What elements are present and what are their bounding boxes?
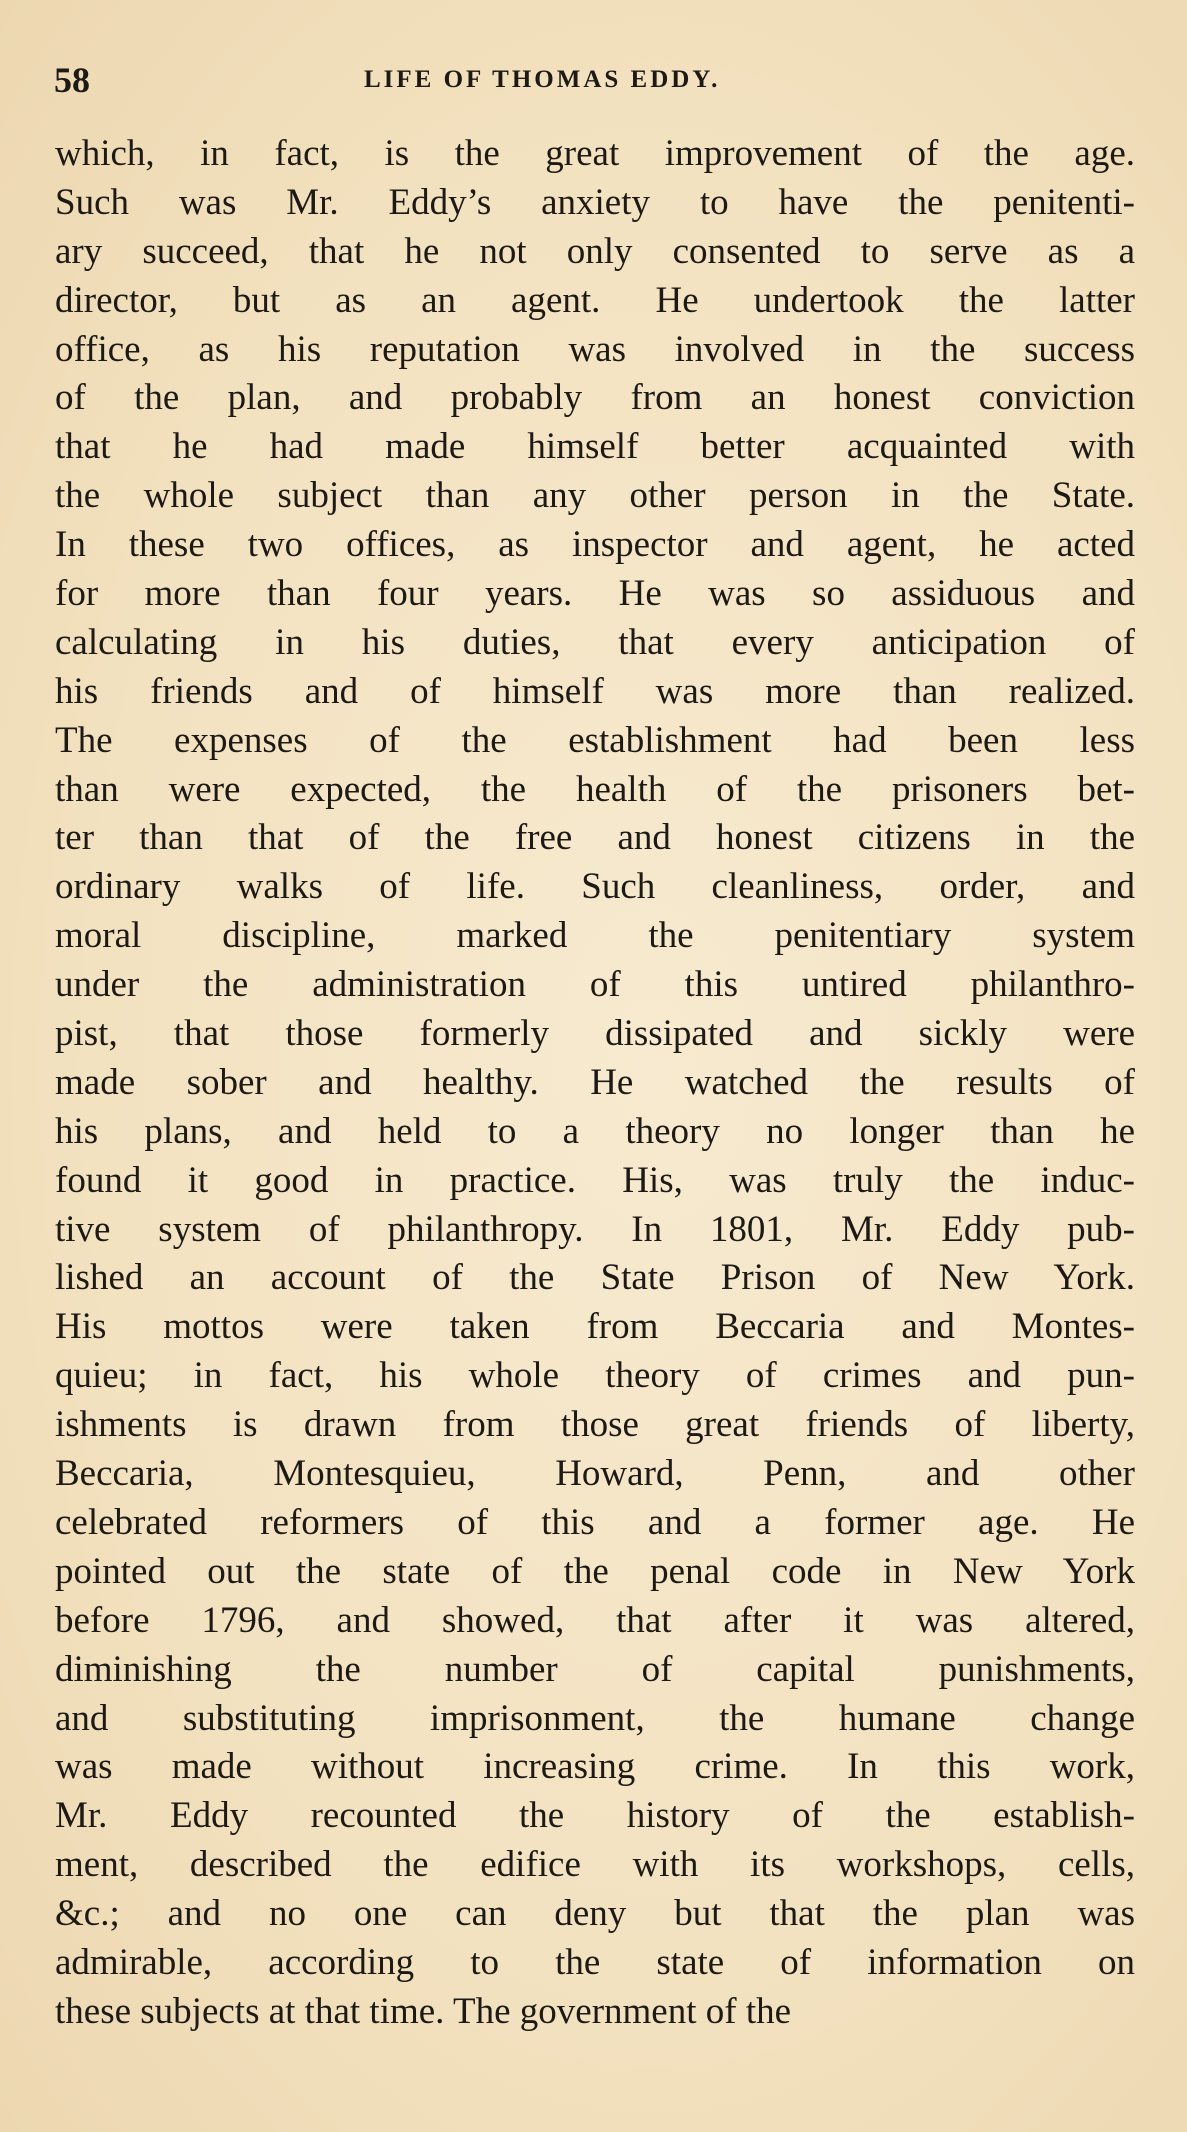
text-line: which, in fact, is the great improvement of the age. (55, 133, 1135, 174)
text-line: tive system of philanthropy. In 1801, Mr. Eddy pub- (55, 1208, 1135, 1250)
text-line: before 1796, and showed, that after it was altered, (55, 1599, 1135, 1641)
text-line: was made without increasing crime. In this work, (55, 1746, 1135, 1788)
text-line: ary succeed, that he not only consented to serve as a (55, 230, 1135, 272)
text-line: The expenses of the establishment had been less (55, 719, 1135, 761)
text-line: pist, that those formerly dissipated and sickly were (55, 1013, 1135, 1055)
running-head: LIFE OF THOMAS EDDY. (364, 66, 721, 93)
text-line: these subjects at that time. The government of the (55, 1990, 792, 2032)
text-line: ment, described the edifice with its workshops, cells, (55, 1844, 1135, 1886)
text-line: and substituting imprisonment, the humane change (55, 1697, 1135, 1739)
text-line: &c.; and no one can deny but that the plan was (55, 1893, 1135, 1935)
text-line: celebrated reformers of this and a former age. He (55, 1501, 1135, 1543)
text-line: Beccaria, Montesquieu, Howard, Penn, and other (55, 1453, 1135, 1495)
page-number: 58 (54, 60, 90, 100)
text-line: quieu; in fact, his whole theory of crimes and pun- (55, 1355, 1135, 1397)
text-line: calculating in his duties, that every anticipation of (55, 621, 1135, 663)
text-line: diminishing the number of capital punishments, (55, 1648, 1135, 1690)
text-line: the whole subject than any other person in the State. (55, 475, 1135, 517)
text-line: ishments is drawn from those great friends of liberty, (55, 1404, 1135, 1446)
text-line: moral discipline, marked the penitentiary system (55, 915, 1135, 957)
page-header (54, 58, 1127, 102)
text-line: admirable, according to the state of information on (55, 1941, 1135, 1983)
body-text (55, 130, 1135, 2037)
text-line: Mr. Eddy recounted the history of the establish- (55, 1795, 1135, 1837)
text-line: lished an account of the State Prison of New York. (55, 1257, 1135, 1299)
text-line: ordinary walks of life. Such cleanliness, order, and (55, 866, 1135, 908)
text-line: ter than that of the free and honest citizens in the (55, 817, 1135, 859)
text-line: his friends and of himself was more than realized. (55, 670, 1135, 712)
text-line: under the administration of this untired philanthro- (55, 964, 1135, 1006)
text-line: office, as his reputation was involved in the success (55, 328, 1135, 370)
text-line: of the plan, and probably from an honest conviction (55, 377, 1135, 419)
text-line: pointed out the state of the penal code in New York (55, 1550, 1135, 1592)
text-line: found it good in practice. His, was truly the induc- (55, 1159, 1135, 1201)
text-line: In these two offices, as inspector and agent, he acted (55, 524, 1135, 566)
text-line: for more than four years. He was so assiduous and (55, 573, 1135, 615)
text-line: made sober and healthy. He watched the results of (55, 1061, 1135, 1103)
text-line: that he had made himself better acquainted with (55, 426, 1135, 468)
text-line: his plans, and held to a theory no longer than he (55, 1110, 1135, 1152)
text-line: than were expected, the health of the prisoners bet- (55, 768, 1135, 810)
text-line: Such was Mr. Eddy’s anxiety to have the penitenti- (55, 181, 1135, 223)
text-line: His mottos were taken from Beccaria and Montes- (55, 1306, 1135, 1348)
text-line: director, but as an agent. He undertook the latter (55, 279, 1135, 321)
